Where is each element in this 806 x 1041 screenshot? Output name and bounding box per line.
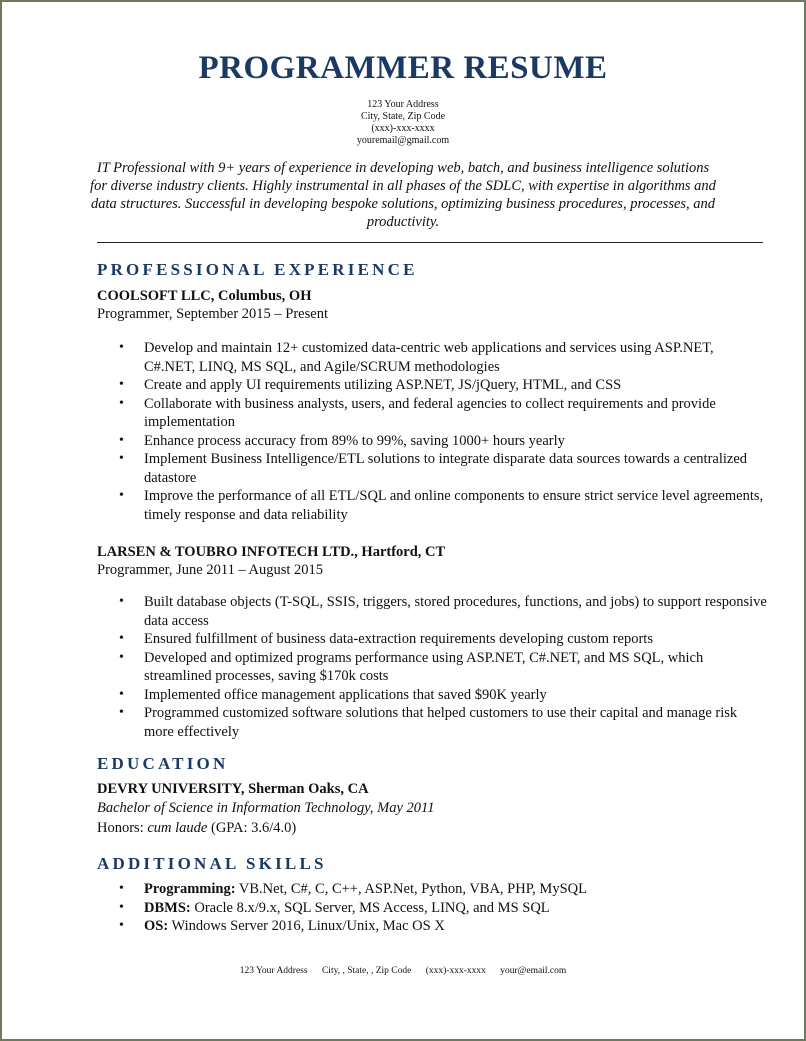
- skill-value: Windows Server 2016, Linux/Unix, Mac OS X: [168, 918, 445, 934]
- contact-phone: (xxx)-xxx-xxxx: [371, 123, 435, 134]
- experience-section: [97, 260, 767, 741]
- contact-block: [0, 99, 806, 147]
- job-role: Programmer, June 2011 – August 2015: [97, 562, 324, 578]
- skill-item: [97, 880, 767, 899]
- footer-address: 123 Your Address: [239, 966, 308, 976]
- education-section: [97, 754, 767, 838]
- bullet-item: • Ensured fulfillment of business data-extraction requirements developing custom reports: [97, 630, 767, 649]
- bullet-item: • Developed and optimized programs performance using ASP.NET, C#.NET, and MS SQL, which streamlined processes, saving $170k costs: [97, 649, 767, 686]
- bullet-item: • Built database objects (T-SQL, SSIS, triggers, stored procedures, functions, and jobs) to support responsive data access: [97, 593, 767, 630]
- contact-city: City, State, Zip Code: [360, 111, 446, 122]
- section-heading-experience: PROFESSIONAL EXPERIENCE: [97, 260, 418, 279]
- bullet-item: • Enhance process accuracy from 89% to 99%, saving 1000+ hours yearly: [97, 432, 767, 451]
- skill-label: OS:: [144, 918, 169, 934]
- skill-label: DBMS:: [144, 899, 191, 916]
- education-honors: [97, 818, 767, 838]
- bullet-item: • Collaborate with business analysts, users, and federal agencies to collect requirements and provide implementation: [97, 395, 767, 432]
- bullet-item: • Create and apply UI requirements utilizing ASP.NET, JS/jQuery, HTML, and CSS: [97, 376, 767, 395]
- section-heading-skills: ADDITIONAL SKILLS: [97, 854, 327, 873]
- honors-value: cum laude: [147, 820, 208, 836]
- job-company: COOLSOFT LLC, Columbus, OH: [97, 288, 312, 304]
- skill-label: Programming:: [144, 881, 236, 897]
- job-entry: [97, 543, 767, 741]
- bullet-item: • Implement Business Intelligence/ETL solutions to integrate disparate data sources towards a centralized datastore: [97, 450, 767, 487]
- skill-item: [97, 917, 767, 936]
- footer-contact: [0, 965, 806, 977]
- job-company: LARSEN & TOUBRO INFOTECH LTD., Hartford, CT: [97, 544, 446, 560]
- skill-item: [97, 899, 767, 918]
- resume-title: PROGRAMMER RESUME: [198, 50, 608, 86]
- summary-paragraph: IT Professional with 9+ years of experience in developing web, batch, and business intelligence solutions for diverse industry clients. Highly instrumental in all phases of the SDLC, with expertise in algorithms and data structures. Successful in developing bespoke solutions, optimizing business procedures, processes, and productivity.: [90, 160, 716, 230]
- job-entry: [97, 287, 767, 524]
- footer-phone: (xxx)-xxx-xxxx: [425, 966, 486, 976]
- job-bullets: [97, 593, 767, 741]
- skill-value: VB.Net, C#, C, C++, ASP.Net, Python, VBA, PHP, MySQL: [235, 881, 587, 897]
- skills-section: [97, 854, 767, 936]
- honors-gpa: (GPA: 3.6/4.0): [207, 820, 297, 836]
- footer-city: City, , State, , Zip Code: [321, 966, 412, 976]
- footer-email[interactable]: your@email.com: [500, 966, 567, 976]
- bullet-item: • Programmed customized software solutions that helped customers to use their capital and manage risk more effectively: [97, 704, 767, 741]
- bullet-item: • Improve the performance of all ETL/SQL and online components to ensure strict service level agreements, timely response and data reliability: [97, 487, 767, 524]
- skills-list: [97, 880, 767, 936]
- section-heading-education: EDUCATION: [97, 754, 229, 773]
- bullet-item: • Implemented office management applications that saved $90K yearly: [97, 686, 767, 705]
- honors-label: Honors:: [97, 820, 148, 836]
- job-role: Programmer, September 2015 – Present: [97, 306, 328, 322]
- skill-value: Oracle 8.x/9.x, SQL Server, MS Access, LINQ, and MS SQL: [190, 899, 550, 916]
- education-degree: Bachelor of Science in Information Technology, May 2011: [97, 800, 435, 816]
- contact-email[interactable]: youremail@gmail.com: [356, 135, 450, 146]
- bullet-item: • Develop and maintain 12+ customized data-centric web applications and services using ASP.NET, C#.NET, LINQ, MS SQL, and Agile/SCRUM methodologies: [97, 339, 767, 376]
- job-bullets: [97, 339, 767, 524]
- contact-address: 123 Your Address: [367, 99, 439, 110]
- education-school: DEVRY UNIVERSITY, Sherman Oaks, CA: [97, 781, 369, 797]
- header-divider: [97, 242, 763, 243]
